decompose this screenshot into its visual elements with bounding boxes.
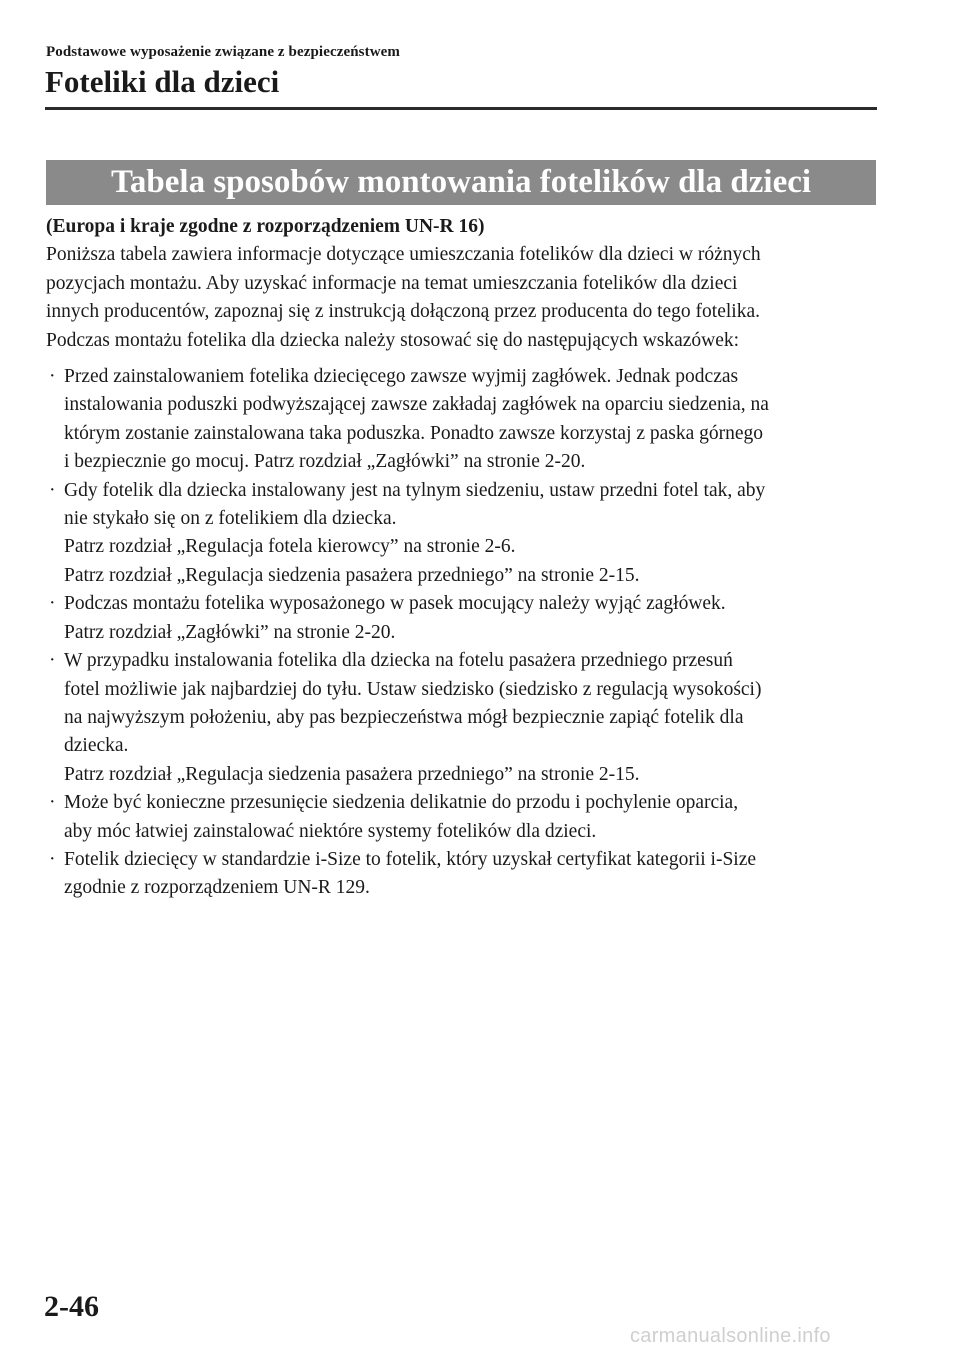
text-line: aby móc łatwiej zainstalować niektóre systemy fotelików dla dzieci. <box>64 820 597 842</box>
section-label: Podstawowe wyposażenie związane z bezpieczeństwem <box>46 44 400 60</box>
guidance-list <box>46 363 886 903</box>
bullet-icon: · <box>49 479 56 501</box>
text-line: Gdy fotelik dla dziecka instalowany jest na tylnym siedzeniu, ustaw przedni fotel tak, aby <box>64 479 766 501</box>
title-divider <box>45 107 877 110</box>
text-line: Poniższa tabela zawiera informacje dotyczące umieszczania fotelików dla dzieci w różnych <box>46 244 761 266</box>
bullet-icon: · <box>49 593 56 615</box>
text-line: nie stykało się on z fotelikiem dla dziecka. <box>64 508 397 530</box>
list-item <box>46 363 886 477</box>
section-banner: Tabela sposobów montowania fotelików dla dzieci <box>46 160 876 205</box>
text-line: na najwyższym położeniu, aby pas bezpieczeństwa mógł bezpiecznie zapiąć fotelik dla <box>64 706 744 728</box>
bullet-icon: · <box>49 650 56 672</box>
list-item <box>46 590 886 647</box>
list-item <box>46 846 886 903</box>
text-line: którym zostanie zainstalowana taka poduszka. Ponadto zawsze korzystaj z paska górnego <box>64 422 764 444</box>
text-line: Patrz rozdział „Zagłówki” na stronie 2-20. <box>64 621 396 643</box>
text-line: dziecka. <box>64 735 129 757</box>
text-line: i bezpiecznie go mocuj. Patrz rozdział „Zagłówki” na stronie 2-20. <box>64 451 586 473</box>
list-item <box>46 789 886 846</box>
text-line: Patrz rozdział „Regulacja siedzenia pasażera przedniego” na stronie 2-15. <box>64 763 640 785</box>
text-line: Patrz rozdział „Regulacja fotela kierowcy” na stronie 2-6. <box>64 536 516 558</box>
text-line: innych producentów, zapoznaj się z instrukcją dołączoną przez producenta do tego fotelika. <box>46 301 760 323</box>
bullet-icon: · <box>49 848 56 870</box>
text-line: Patrz rozdział „Regulacja siedzenia pasażera przedniego” na stronie 2-15. <box>64 564 640 586</box>
text-line: Podczas montażu fotelika dla dziecka należy stosować się do następujących wskazówek: <box>46 329 740 351</box>
region-subheading: (Europa i kraje zgodne z rozporządzeniem UN-R 16) <box>46 216 485 237</box>
bullet-icon: · <box>49 366 56 388</box>
page-number: 2-46 <box>44 1290 99 1323</box>
text-line: Podczas montażu fotelika wyposażonego w pasek mocujący należy wyjąć zagłówek. <box>64 593 726 615</box>
text-line: W przypadku instalowania fotelika dla dziecka na fotelu pasażera przedniego przesuń <box>64 650 733 672</box>
text-line: zgodnie z rozporządzeniem UN-R 129. <box>64 877 370 899</box>
body-content <box>46 213 886 903</box>
text-line: Przed zainstalowaniem fotelika dziecięcego zawsze wyjmij zagłówek. Jednak podczas <box>64 366 739 388</box>
text-line: instalowania poduszki podwyższającej zawsze zakładaj zagłówek na oparciu siedzenia, na <box>64 394 769 416</box>
text-line: Może być konieczne przesunięcie siedzenia delikatnie do przodu i pochylenie oparcia, <box>64 792 739 814</box>
text-line: fotel możliwie jak najbardziej do tyłu. Ustaw siedzisko (siedzisko z regulacją wysokości) <box>64 678 762 700</box>
list-item <box>46 477 886 591</box>
text-line: Fotelik dziecięcy w standardzie i-Size to fotelik, który uzyskał certyfikat kategorii i-Size <box>64 848 757 870</box>
page-title: Foteliki dla dzieci <box>45 64 280 99</box>
intro-paragraph <box>46 241 886 355</box>
bullet-icon: · <box>49 792 56 814</box>
text-line: pozycjach montażu. Aby uzyskać informacje na temat umieszczania fotelików dla dzieci <box>46 272 738 294</box>
watermark: carmanualsonline.info <box>630 1325 831 1347</box>
list-item <box>46 647 886 789</box>
